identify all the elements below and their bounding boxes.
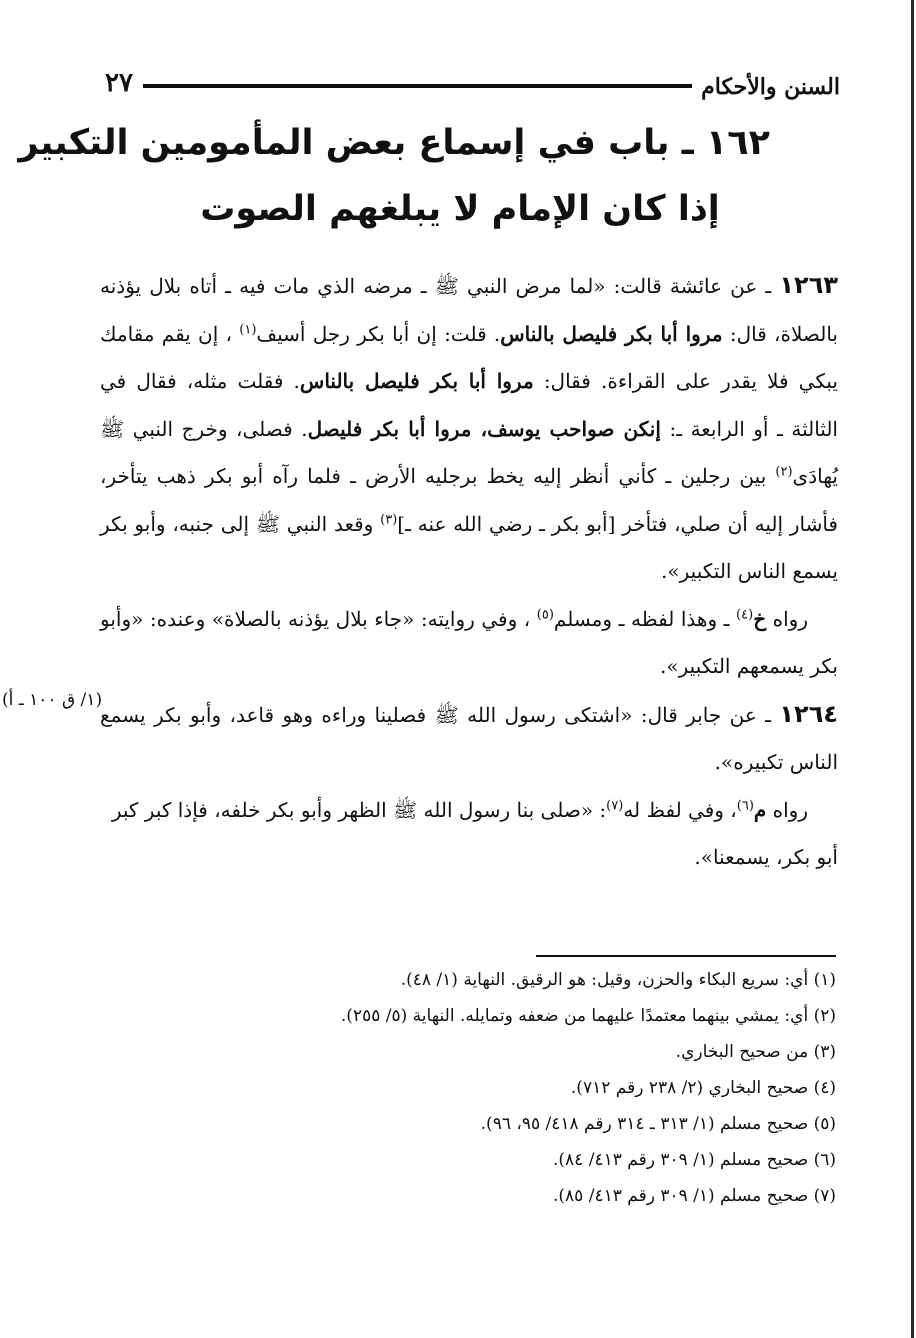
footnotes — [180, 962, 836, 1214]
riwaya-text: : «صلى بنا رسول الله ﷺ الظهر وأبو بكر خلفه، فإذا كبر كبر أبو بكر، يسمعنا». — [111, 797, 838, 869]
footnote-marker: (٢) — [775, 464, 793, 480]
source-symbol: م — [753, 797, 767, 822]
riwaya-text: رواه — [766, 606, 808, 631]
footnote-separator — [536, 955, 836, 957]
riwaya-text: ، وفي روايته: «جاء بلال يؤذنه بالصلاة» وعنده: «وأبو بكر يسمعهم التكبير». — [100, 606, 838, 678]
chapter-heading — [18, 110, 770, 242]
hadith-1263 — [100, 262, 838, 596]
hadith-text: . فصلى، وخرج النبي ﷺ يُهادَى — [100, 416, 838, 488]
footnote-marker: (٤) — [736, 606, 754, 622]
riwaya-1264 — [100, 787, 838, 882]
hadith-quote-bold: مروا أبا بكر فليصل بالناس — [500, 321, 723, 346]
footnote-marker: (٦) — [736, 797, 754, 813]
hadith-text: ـ عن جابر قال: «اشتكى رسول الله ﷺ فصلينا وراءه وهو قاعد، وأبو بكر يسمع الناس تكبيره». — [100, 702, 838, 774]
hadith-number: ١٢٦٤ — [779, 699, 838, 728]
header-rule — [143, 84, 692, 88]
page-number: ٢٧ — [105, 68, 133, 98]
hadith-text: بين رجلين ـ كأني أنظر إليه يخط برجليه الأرض ـ فلما رآه أبو بكر ذهب يتأخر، فأشار إليه أن صلي، فتأخر [أبو بكر ـ رضي الله عنه ـ] — [100, 464, 838, 536]
page-edge-line — [911, 0, 914, 1338]
footnote: (٦) صحيح مسلم (١/ ٣٠٩ رقم ٤١٣/ ٨٤). — [553, 1150, 836, 1170]
hadith-text: وقعد النبي ﷺ إلى جنبه، وأبو بكر يسمع الناس التكبير». — [100, 511, 838, 583]
hadith-text: . قلت: إن أبا بكر رجل أسيف — [256, 321, 501, 346]
running-header — [105, 66, 840, 106]
footnote-marker: (٣) — [380, 511, 398, 527]
hadith-text: ، إن يقم مقامك يبكي فلا يقدر على القراءة. فقال: — [100, 321, 838, 393]
manuscript-margin-note: (١/ ق ١٠٠ ـ أ) — [2, 690, 103, 710]
footnote: (١) أي: سريع البكاء والحزن، وقيل: هو الرقيق. النهاية (١/ ٤٨). — [400, 970, 836, 990]
riwaya-text: رواه — [766, 797, 808, 822]
chapter-title-line-2: إذا كان الإمام لا يبلغهم الصوت — [200, 189, 720, 229]
chapter-title-line-1: ١٦٢ ـ باب في إسماع بعض المأمومين التكبير — [18, 123, 770, 163]
footnote-marker: (٧) — [606, 797, 624, 813]
hadith-1264 — [100, 691, 838, 787]
source-symbol: خ — [753, 606, 767, 631]
footnote: (٤) صحيح البخاري (٢/ ٢٣٨ رقم ٧١٢). — [570, 1078, 836, 1098]
footnote: (٧) صحيح مسلم (١/ ٣٠٩ رقم ٤١٣/ ٨٥). — [553, 1186, 836, 1206]
footnote-marker: (١) — [239, 321, 257, 337]
running-title: السنن والأحكام — [701, 74, 840, 100]
hadith-number: ١٢٦٣ — [779, 271, 838, 299]
footnote: (٣) من صحيح البخاري. — [675, 1042, 836, 1062]
body-text — [100, 262, 838, 882]
footnote-marker: (٥) — [536, 606, 554, 622]
footnote: (٢) أي: يمشي بينهما معتمدًا عليهما من ضعفه وتمايله. النهاية (٥/ ٢٥٥). — [340, 1006, 836, 1026]
riwaya-text: ـ وهذا لفظه ـ ومسلم — [553, 606, 737, 631]
hadith-text: . فقلت مثله، فقال في الثالثة ـ أو الرابعة ـ: — [100, 369, 838, 441]
footnote: (٥) صحيح مسلم (١/ ٣١٣ ـ ٣١٤ رقم ٤١٨/ ٩٥، ٩٦). — [480, 1114, 836, 1134]
hadith-text: ـ عن عائشة قالت: «لما مرض النبي ﷺ ـ مرضه الذي مات فيه ـ أتاه بلال يؤذنه بالصلاة، قال: — [100, 274, 838, 346]
riwaya-text: ، وفي لفظ له — [623, 797, 737, 822]
hadith-quote-bold: مروا أبا بكر فليصل بالناس — [299, 369, 534, 393]
hadith-quote-bold: إنكن صواحب يوسف، مروا أبا بكر فليصل — [307, 416, 661, 441]
riwaya-1263 — [100, 596, 838, 691]
